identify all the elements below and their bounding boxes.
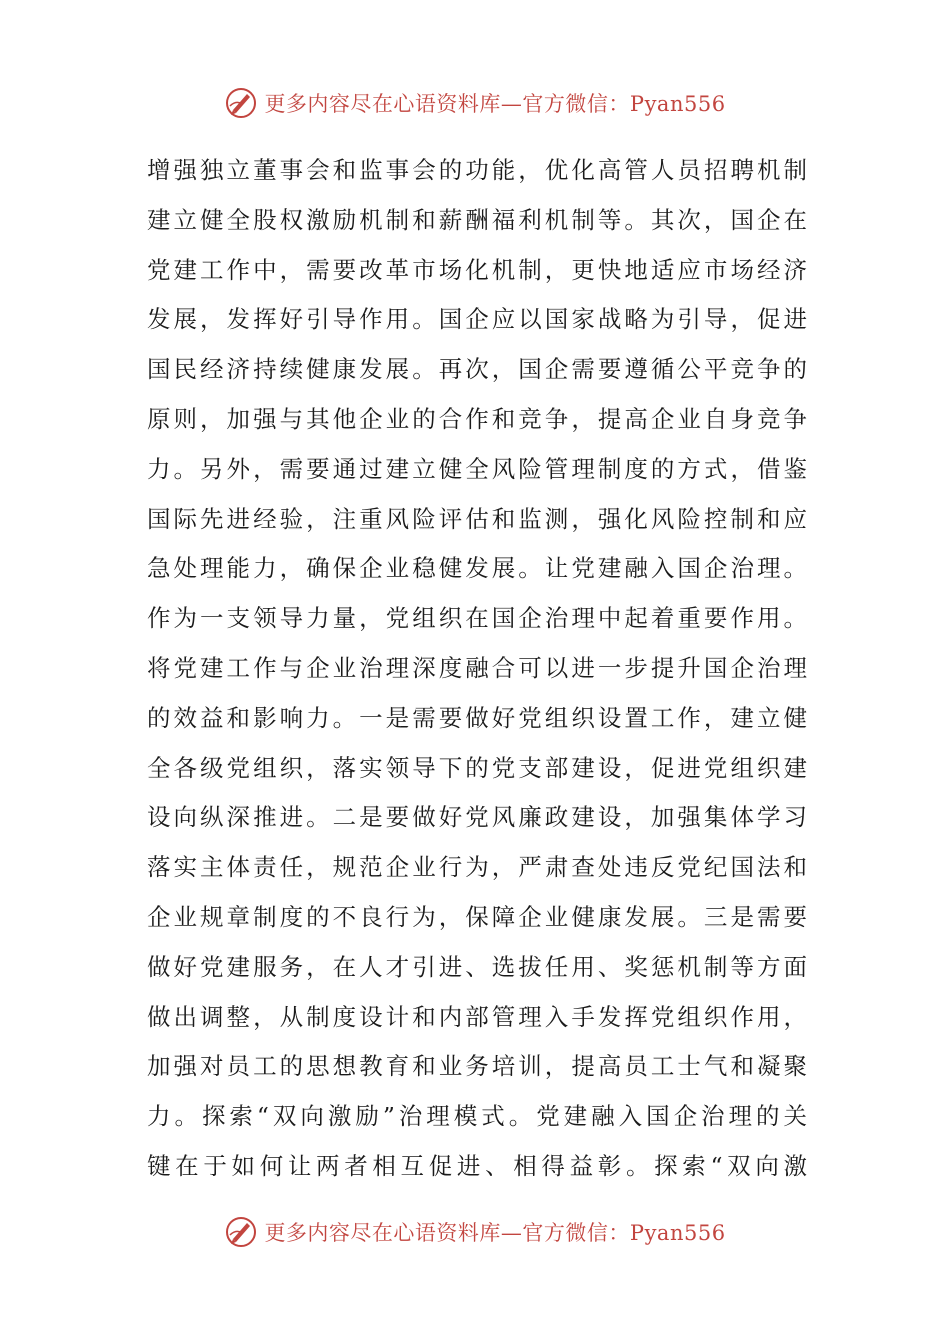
text-line: 全各级党组织，落实领导下的党支部建设，促进党组织建 — [147, 753, 807, 782]
text-line: 党建工作中，需要改革市场化机制，更快地适应市场经济 — [147, 255, 807, 284]
footer-banner — [0, 1211, 950, 1253]
pen-scroll-logo-icon — [224, 86, 258, 120]
text-line: 发展，发挥好引导作用。国企应以国家战略为引导，促进 — [147, 305, 807, 334]
text-line: 落实主体责任，规范企业行为，严肃查处违反党纪国法和 — [147, 853, 807, 882]
header-banner — [0, 82, 950, 124]
text-line: 将党建工作与企业治理深度融合可以进一步提升国企治理 — [147, 653, 807, 682]
text-line: 做出调整，从制度设计和内部管理入手发挥党组织作用， — [147, 1002, 807, 1031]
text-line: 力。另外，需要通过建立健全风险管理制度的方式，借鉴 — [147, 454, 807, 483]
text-line: 力。探索“双向激励”治理模式。党建融入国企治理的关 — [147, 1102, 807, 1131]
text-line: 设向纵深推进。二是要做好党风廉政建设，加强集体学习 — [147, 803, 807, 832]
text-line: 国民经济持续健康发展。再次，国企需要遵循公平竞争的 — [147, 355, 807, 384]
text-line: 键在于如何让两者相互促进、相得益彰。探索“双向激 — [147, 1151, 807, 1180]
pen-scroll-logo-icon — [224, 1215, 258, 1249]
text-line: 加强对员工的思想教育和业务培训，提高员工士气和凝聚 — [147, 1052, 807, 1081]
text-line: 做好党建服务，在人才引进、选拔任用、奖惩机制等方面 — [147, 952, 807, 981]
text-line: 国际先进经验，注重风险评估和监测，强化风险控制和应 — [147, 504, 807, 533]
text-line: 增强独立董事会和监事会的功能，优化高管人员招聘机制 — [147, 156, 807, 184]
text-line: 企业规章制度的不良行为，保障企业健康发展。三是需要 — [147, 902, 807, 931]
footer-text: 更多内容尽在心语资料库—官方微信：Pyan556 — [264, 1221, 726, 1245]
text-line: 的效益和影响力。一是需要做好党组织设置工作，建立健 — [147, 703, 807, 732]
text-line: 急处理能力，确保企业稳健发展。让党建融入国企治理。 — [147, 554, 807, 583]
header-text: 更多内容尽在心语资料库—官方微信：Pyan556 — [264, 92, 726, 116]
document-body — [147, 146, 807, 1192]
text-line: 作为一支领导力量，党组织在国企治理中起着重要作用。 — [147, 604, 807, 633]
text-line: 原则，加强与其他企业的合作和竞争，提高企业自身竞争 — [147, 404, 807, 433]
text-line: 建立健全股权激励机制和薪酬福利机制等。其次，国企在 — [147, 205, 807, 234]
